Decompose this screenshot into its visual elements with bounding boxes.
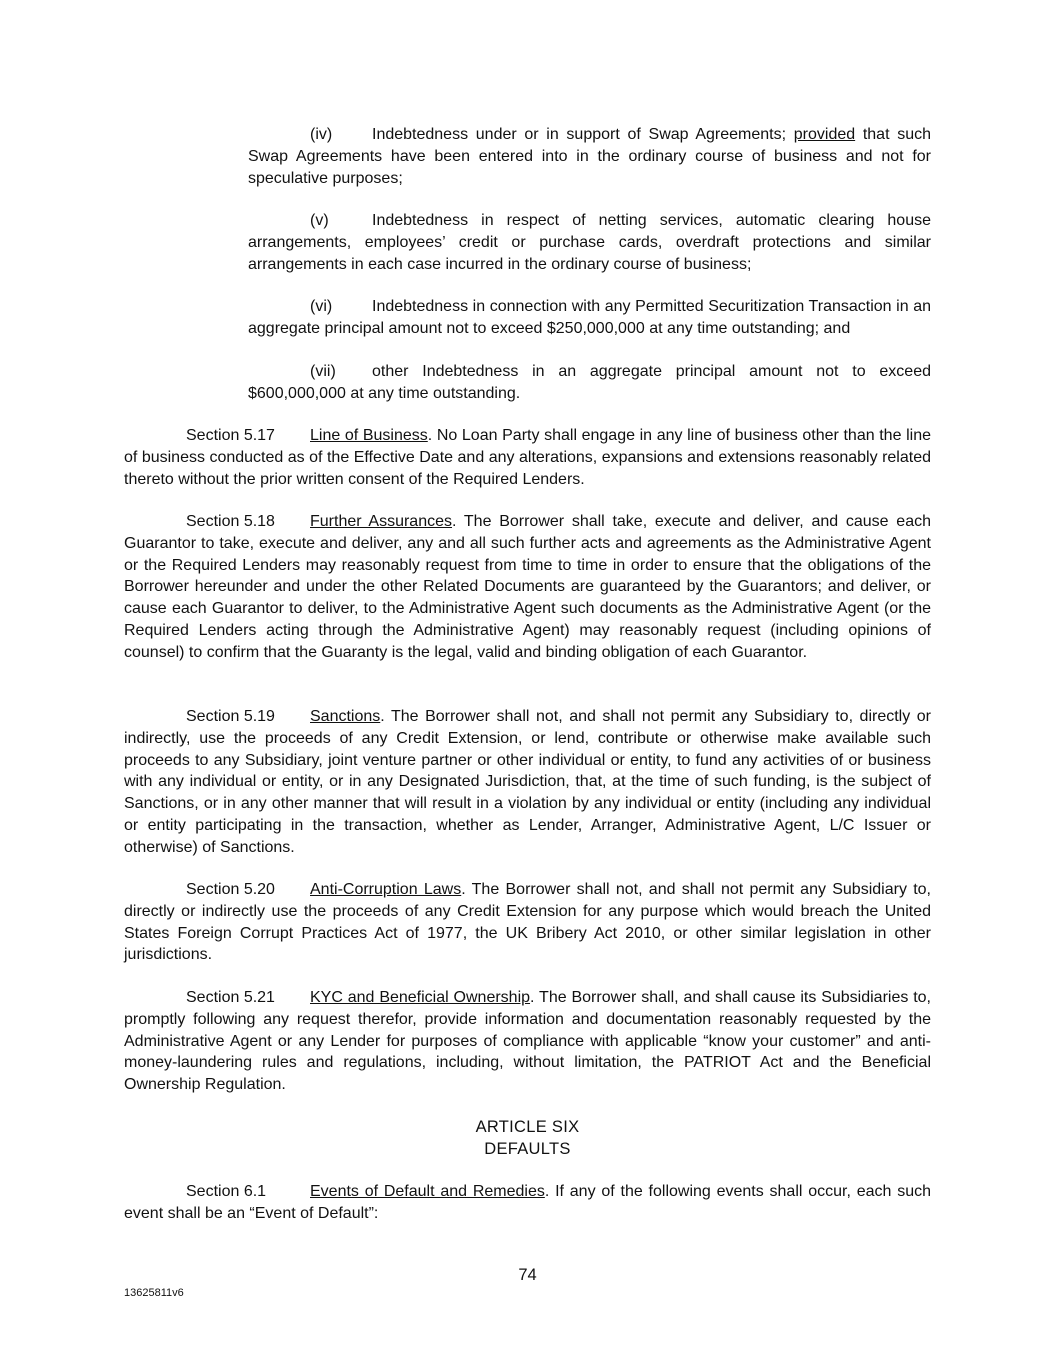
section-text: . The Borrower shall not, and shall not permit any Subsidiary to, directly or indirectly use the proceeds of any Credit Extension for any purpose which would breach the United States Foreign Corrupt Practices Act of 1977, the UK Bribery Act 2010, or other similar legislation in other jurisdictions. [124, 881, 931, 964]
section-number: Section 6.1 [186, 1183, 267, 1200]
section-title: Anti-Corruption Laws [310, 881, 462, 898]
section-number: Section 5.17 [186, 427, 275, 444]
section-5-19 [124, 706, 931, 859]
section-text: . The Borrower shall take, execute and deliver, and cause each Guarantor to take, execute and deliver, any and all such further acts and agreements as the Administrative Agent or the Required Lenders may reasonably request from time to time in order to ensure that the obligations of the Borrower hereunder and under the other Related Documents are guaranteed by the Guarantors; and deliver, or cause each Guarantor to deliver, to the Administrative Agent such documents as the Administrative Agent (or the Required Lenders acting through the Administrative Agent) may reasonably request (including opinions of counsel) to confirm that the Guaranty is the legal, valid and binding obligation of each Guarantor. [124, 513, 931, 661]
item-text: Indebtedness in respect of netting services, automatic clearing house arrangements, employees’ credit or purchase cards, overdraft protections and similar arrangements in each case incurred in the ordinary course of business; [248, 212, 931, 273]
section-5-20 [124, 879, 931, 966]
section-6-1 [124, 1181, 931, 1225]
list-item-vii [248, 361, 931, 405]
section-text: . The Borrower shall, and shall cause its Subsidiaries to, promptly following any request therefor, provide information and documentation reasonably requested by the Administrative Agent or any Lender for purposes of compliance with applicable “know your customer” and anti-money-laundering rules and regulations, including, without limitation, the PATRIOT Act and the Beneficial Ownership Regulation. [124, 989, 932, 1094]
item-number: (vii) [310, 363, 336, 380]
item-number: (vi) [310, 298, 333, 315]
page-number: 74 [518, 1266, 537, 1284]
item-text: Indebtedness in connection with any Permitted Securitization Transaction in an aggregate principal amount not to exceed $250,000,000 at any time outstanding; and [248, 298, 931, 337]
section-title: Sanctions [310, 708, 381, 725]
section-5-18 [124, 511, 931, 664]
section-text: . No Loan Party shall engage in any line of business other than the line of business conducted as of the Effective Date and any alterations, expansions and extensions reasonably related thereto without the prior written consent of the Required Lenders. [124, 427, 931, 488]
section-title: Line of Business [310, 427, 428, 444]
item-text-continued: that such Swap Agreements have been entered into in the ordinary course of business and not for speculative purposes; [248, 126, 932, 187]
section-5-17 [124, 425, 931, 490]
list-item-iv [248, 124, 931, 189]
item-number: (iv) [310, 126, 333, 143]
item-text: other Indebtedness in an aggregate principal amount not to exceed $600,000,000 at any time outstanding. [248, 363, 931, 402]
article-title: ARTICLE SIX [475, 1118, 580, 1136]
provided-term: provided [793, 126, 856, 143]
list-item-vi [248, 296, 931, 340]
list-item-v [248, 210, 931, 275]
section-title: Further Assurances [310, 513, 453, 530]
item-number: (v) [310, 212, 329, 229]
article-subtitle: DEFAULTS [484, 1140, 571, 1158]
section-title: KYC and Beneficial Ownership [310, 989, 531, 1006]
section-title: Events of Default and Remedies [310, 1183, 545, 1200]
item-text: Indebtedness under or in support of Swap Agreements; [372, 126, 794, 143]
section-number: Section 5.19 [186, 708, 275, 725]
document-id: 13625811v6 [124, 1287, 184, 1299]
section-number: Section 5.20 [186, 881, 275, 898]
section-number: Section 5.18 [186, 513, 275, 530]
section-text: . If any of the following events shall occur, each such event shall be an “Event of Default”: [124, 1183, 931, 1222]
section-number: Section 5.21 [186, 989, 275, 1006]
section-text: . The Borrower shall not, and shall not permit any Subsidiary to, directly or indirectly, use the proceeds of any Credit Extension, or lend, contribute or otherwise make available such proceeds to any Subsidiary, joint venture partner or other individual or entity, to fund any activities of or business with any individual or entity, or in any Designated Jurisdiction, that, at the time of such funding, is the subject of Sanctions, or in any other manner that will result in a violation by any individual or entity (including any individual or entity participating in the transaction, whether as Lender, Arranger, Administrative Agent, L/C Issuer or otherwise) of Sanctions. [124, 708, 931, 856]
section-5-21 [124, 987, 931, 1096]
